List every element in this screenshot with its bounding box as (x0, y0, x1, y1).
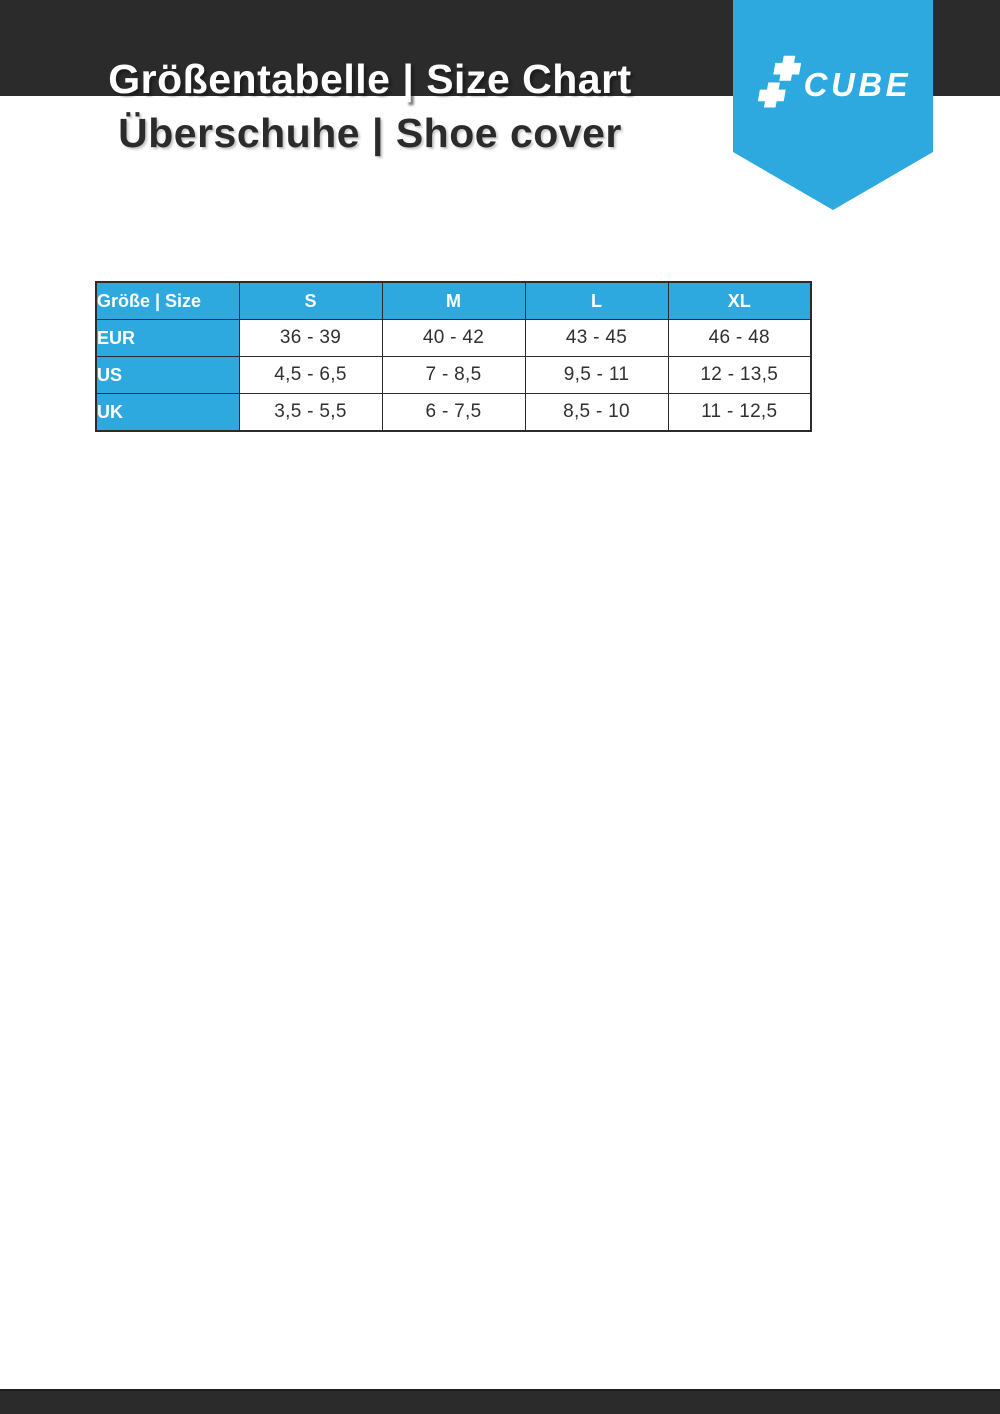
cell-us-s: 4,5 - 6,5 (239, 357, 382, 394)
column-header-l: L (525, 282, 668, 320)
column-header-xl: XL (668, 282, 811, 320)
size-chart-table (95, 281, 812, 432)
cell-eur-m: 40 - 42 (382, 320, 525, 357)
cell-uk-m: 6 - 7,5 (382, 394, 525, 432)
column-header-s: S (239, 282, 382, 320)
table-row-eur (96, 320, 811, 357)
cell-eur-xl: 46 - 48 (668, 320, 811, 357)
footer-band (0, 1389, 1000, 1414)
column-header-m: M (382, 282, 525, 320)
cube-logo-mark-icon (757, 56, 803, 108)
brand-ribbon (733, 0, 933, 210)
corner-header-cell: Größe | Size (96, 282, 239, 320)
cube-logo-text: CUBE (803, 65, 912, 103)
table-row-uk (96, 394, 811, 432)
table-header-row (96, 282, 811, 320)
row-label-us: US (96, 357, 239, 394)
cell-us-m: 7 - 8,5 (382, 357, 525, 394)
cell-eur-s: 36 - 39 (239, 320, 382, 357)
cell-us-xl: 12 - 13,5 (668, 357, 811, 394)
row-label-uk: UK (96, 394, 239, 432)
cube-logo (748, 54, 918, 111)
cell-eur-l: 43 - 45 (525, 320, 668, 357)
cell-uk-xl: 11 - 12,5 (668, 394, 811, 432)
cell-us-l: 9,5 - 11 (525, 357, 668, 394)
row-label-eur: EUR (96, 320, 239, 357)
page-title: Größentabelle | Size Chart (108, 56, 632, 102)
cell-uk-l: 8,5 - 10 (525, 394, 668, 432)
page-subtitle: Überschuhe | Shoe cover (118, 110, 622, 156)
table-row-us (96, 357, 811, 394)
cell-uk-s: 3,5 - 5,5 (239, 394, 382, 432)
